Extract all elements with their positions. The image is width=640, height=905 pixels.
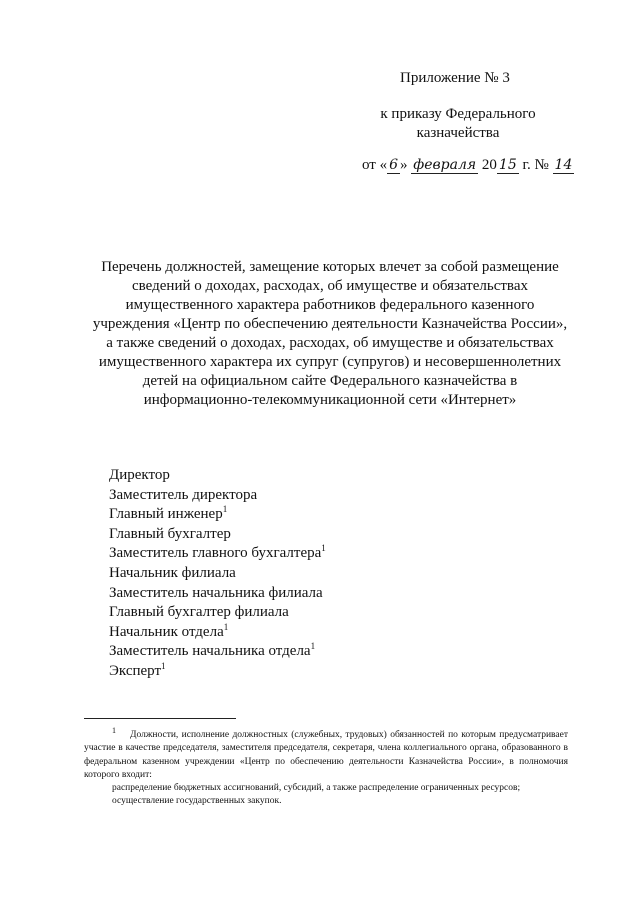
footnote-number: 1	[112, 726, 116, 735]
order-number-handwritten: 14	[554, 157, 573, 173]
position-item: Эксперт$^1$	[109, 660, 166, 679]
footnote-mark: 1	[223, 621, 229, 632]
footnote-mark: 1	[310, 641, 316, 652]
document-title: Перечень должностей, замещение которых влечет за собой размещение сведений о доходах, расходах, об имуществе и обязательствах имущественного характера работников федерального казенного учреждения «Центр по обеспечению деятельности Казначейства России», а также сведений о доходах, расходах, об имуществе и обязательствах имущественного характера их супруг (супругов) и несовершеннолетних детей на официальном сайте Федерального казначейства в информационно-телекоммуникационной сети «Интернет»	[92, 259, 568, 408]
date-month-handwritten: февраля	[413, 157, 477, 173]
appendix-number: Приложение № 3	[400, 70, 510, 86]
footnote-mark: 1	[222, 504, 228, 515]
position-item: Заместитель главного бухгалтера$^1$	[109, 543, 326, 562]
date-day-handwritten: 6	[389, 157, 399, 173]
footnote	[84, 724, 568, 809]
footnote-text: Должности, исполнение должностных (служебных, трудовых) обязанностей по которым предусматривает участие в качестве председателя, заместителя председателя, секретаря, члена коллегиального органа, образованного в федеральном казенном учреждении «Центр по обеспечению деятельности Казначейства России», в полномочия которого входит:	[84, 730, 568, 780]
position-item: Заместитель начальника филиала	[109, 584, 323, 601]
position-item: Заместитель начальника отдела$^1$	[109, 641, 316, 660]
date-suffix: г. №	[518, 157, 549, 173]
position-item: Заместитель директора	[109, 486, 258, 503]
position-item: Главный инженер$^1$	[109, 504, 228, 523]
date-year-prefix: 20	[481, 157, 497, 173]
positions-list	[109, 466, 326, 682]
footnote-mark: 1	[321, 543, 326, 554]
position-item: Начальник отдела$^1$	[109, 621, 229, 640]
footnote-item-2: осуществление государственных закупок.	[112, 796, 282, 807]
footnote-item-1: распределение бюджетных ассигнований, субсидий, а также распределение ограниченных ресурсов;	[112, 783, 521, 794]
position-item: Начальник филиала	[109, 564, 236, 581]
order-reference: к приказу Федерального казначейства	[380, 106, 536, 141]
date-mid: »	[400, 157, 408, 173]
position-item: Директор	[109, 467, 170, 483]
date-year-handwritten: 15	[498, 157, 517, 173]
footnote-divider	[84, 718, 236, 719]
position-item: Главный бухгалтер филиала	[109, 604, 289, 621]
date-prefix: от «	[362, 157, 388, 173]
footnote-mark: 1	[161, 660, 166, 671]
order-date-line	[362, 157, 574, 174]
position-item: Главный бухгалтер	[109, 525, 231, 542]
